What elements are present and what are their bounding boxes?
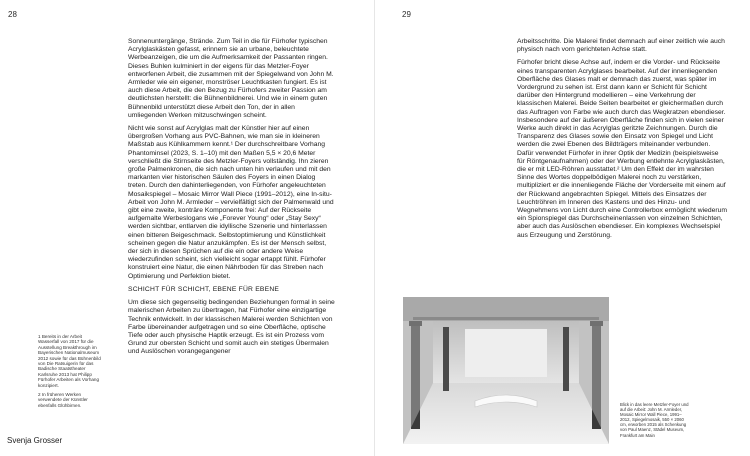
section-subheading: SCHICHT FÜR SCHICHT, EBENE FÜR EBENE <box>128 285 280 293</box>
left-paragraph-1: Sonnenuntergänge, Strände. Zum Teil in die für Fürhofer typischen Acrylglaskästen gefasst, erinnern sie an urbane, beleuchtete Werbeanzeigen, die um die Aufmerksamkeit der Passanten ringen. Dieses Buhlen kulminiert in der eigens für das Metzler-Foyer entworfenen Arbeit, die zusammen mit der Spiegelwand von John M. Armleder wie ein eigener, monströser Leuchtkasten fungiert. Es ist auch diese Arbeit, die den Bezug zu Fürhofers zweiter Passion am deutlichsten herstellt: die Bühnenbildnerei. Und wie in einem guten Bühnenbild unterstützt diese Arbeit den Ton, der in allen umliegenden Werken mitzuschwingen scheint. <box>128 38 334 119</box>
right-page <box>375 0 750 456</box>
footnote-2: 2 In früheren Werken verwendete der Künstler ebenfalls Glühbirnen. <box>38 392 88 408</box>
right-body-text <box>517 38 728 245</box>
footnote-1: 1 Bereits in der Arbeit Wasserfall von 2017 für die Ausstellung Breakthrough im Bayerischen Nationalmuseum 2012 sowie für das Bühnenbild von Die Ratsuigerin für das Badische Staatstheater Karlsruhe 2013 hat Philipp Fürhofer Arbeiten als Vorhang konzipiert. <box>38 334 101 388</box>
page-number-left: 28 <box>8 10 17 19</box>
page-number-right: 29 <box>402 10 411 19</box>
author-name: Svenja Grosser <box>7 436 63 445</box>
photo-caption: Blick in das leere Metzler-Foyer und auf die Arbeit: John M. Armleder, Mosaic Mirror Wall Piece, 1991–2012, Spiegelmosaik, 550 × 2060 cm, erworben 2015 als Schenkung von Paul Maenz, Städel Museum, Frankfurt am Main <box>620 402 689 438</box>
footnotes <box>38 334 104 412</box>
foyer-photo <box>403 297 609 444</box>
right-paragraph-1: Arbeitsschritte. Die Malerei findet demnach auf einer zeitlich wie auch physisch nach vorn gerichteten Achse statt. <box>517 38 725 54</box>
left-paragraph-3: Um diese sich gegenseitig bedingenden Beziehungen formal in seine malerischen Arbeiten zu übertragen, hat Fürhofer eine einzigartige Technik entwickelt. In der klassischen Malerei werden Schichten von Farbe übereinander aufgetragen und so eine Oberfläche, optische Tiefe oder auch physische Haptik erzeugt. Es ist ein Prozess vom Grund zur obersten Schicht und somit auch ein stetiges Übermalen und Auslöschen vorangegangener <box>128 299 335 356</box>
left-body-text <box>128 38 335 362</box>
right-paragraph-2: Fürhofer bricht diese Achse auf, indem er die Vorder- und Rückseite eines transparenten Acrylglases bearbeitet. Auf der innenliegenden Oberfläche des Glases malt er demnach das zuerst, was später im Vordergrund zu sehen ist. Erst dann kann er Schicht für Schicht darüber den Hintergrund modellieren – eine Verkehrung der klassischen Malerei. Beide Seiten bearbeitet er gleichermaßen durch das Auftragen von Farbe wie auch durch das Wegkratzen ebendieser. Insbesondere auf der äußeren Oberfläche finden sich in vielen seiner Werke auch direkt in das Acrylglas geritzte Zeichnungen. Durch die Transparenz des Glases sowie den Einsatz von Spiegel und Licht werden die zwei Ebenen des Bildträgers miteinander verbunden. Dafür verwendet Fürhofer in ihrer Optik der Medizin (beispielsweise für Röntgenaufnahmen) oder der Werbung entlehnte Acrylglaskästen, die er mit LED-Röhren ausstattet.² Um den Effekt der im wahrsten Sinne des Wortes doppelbödigen Malerei noch zu verstärken, multipliziert er die innenliegende Fläche der Vorderseite mit einem auf der Rückwand angebrachten Spiegel. Mittels des Einsatzes der Leuchtröhren im Inneren des Kastens und des Hinzu- und Wegnehmens von Licht durch eine Controllerbox ermöglicht wiederum ein Spionspiegel das Durchscheinenlassen von einzelnen Schichten, aber auch das Auslöschen ebendieser. Ein komplexes Wechselspiel aus Erzeugung und Zerstörung. <box>517 59 727 239</box>
left-paragraph-2: Nicht wie sonst auf Acrylglas malt der Künstler hier auf einen übergroßen Vorhang aus PVC-Bahnen, wie man sie in kleineren Maßstab aus Kühlkammern kennt.¹ Der durchschreitbare Vorhang Phantominsel (2023, S. 1–10) mit den Maßen 5,5 × 20,6 Meter verschließt die Stirnseite des Metzler-Foyers vollständig. Ihn zieren große Palmenkronen, die sich nach unten hin verlaufen und mit den markanten vier historischen Säulen des Foyers in einen Dialog treten. Durch den dahinterliegenden, von Fürhofer angeleuchteten Mosaikspiegel – Mosaic Mirror Wall Piece (1991–2012), eine In-situ-Arbeit von John M. Armleder – vervielfältigt sich der Palmenwald und gibt eine zweite, konträre Komponente frei: Auf der Rückseite aufgemalte Werbeslogans wie „Forever Young“ oder „Stay Sexy“ werden sichtbar, entlarven die idyllische Szenerie und hinterlassen einen bitteren Beigeschmack. Selbstoptimierung und Künstlichkeit scheinen gegen die Natur anzukämpfen. Es ist der Mensch selbst, der sich in diesen Sprüchen auf die ein oder andere Weise wiederzufinden scheint, sich vielleicht sogar ertappt fühlt. Fürhofer konstruiert eine Natur, die einen Nährboden für das Streben nach Optimierung und Perfektion bietet. <box>128 125 334 280</box>
